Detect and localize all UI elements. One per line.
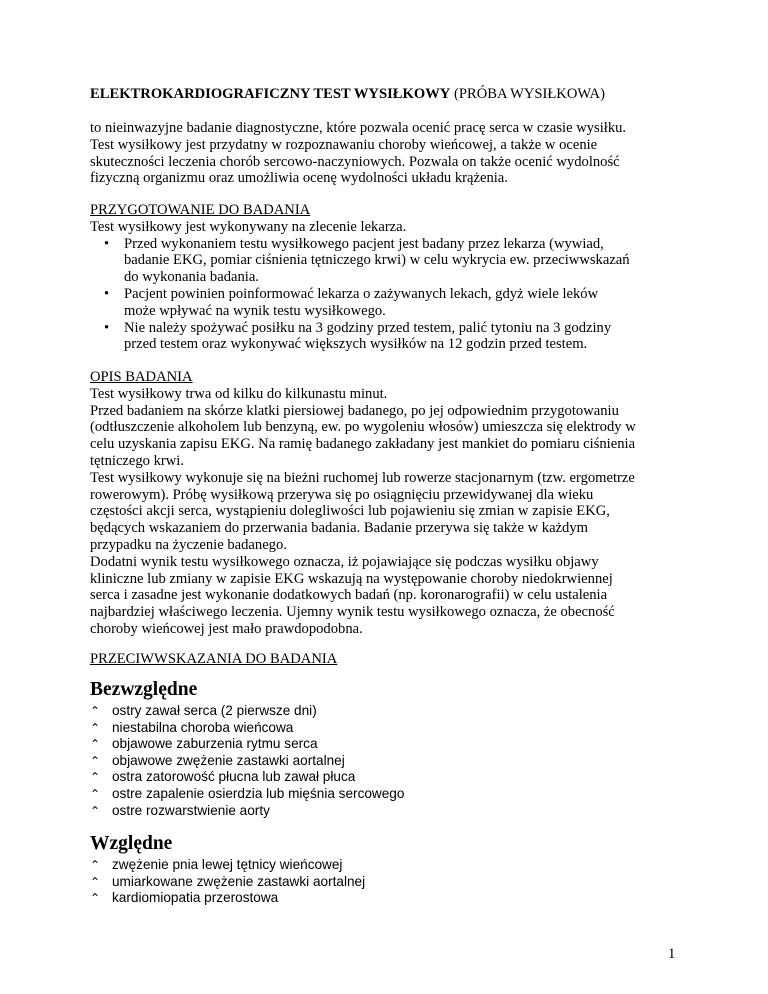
list-item: [90, 753, 404, 770]
intro-line: to nieinwazyjne badanie diagnostyczne, które pozwala ocenić pracę serca w czasie wysiłku.: [90, 120, 627, 136]
list-item: [90, 286, 690, 320]
section-description: [90, 369, 690, 638]
description-line: częstości akcji serca, wystąpieniu dolegliwości lub pojawieniu się zmian w zapisie EKG,: [90, 503, 610, 520]
subheading-absolute: Bezwzględne: [90, 679, 198, 700]
list-item: [90, 874, 365, 891]
title-rest: (PRÓBA WYSIŁKOWA): [450, 86, 605, 102]
document-title: [90, 86, 605, 103]
list-item-text: ostre rozwarstwienie aorty: [112, 802, 270, 818]
list-item-line: Przed wykonaniem testu wysiłkowego pacjent jest badany przez lekarza (wywiad,: [124, 235, 604, 252]
preparation-lead: Test wysiłkowy jest wykonywany na zlecenie lekarza.: [90, 218, 407, 235]
arrow-up-icon: ⌃: [90, 786, 101, 801]
description-line: przypadku na życzenie badanego.: [90, 536, 287, 553]
list-item: [90, 890, 365, 907]
list-item-line: badanie EKG, pomiar ciśnienia tętniczego krwi) w celu wykrycia ew. przeciwwskazań: [124, 252, 630, 269]
description-line: będących wskazaniem do przerwania badania. Badanie przerywa się także w każdym: [90, 520, 588, 537]
arrow-up-icon: ⌃: [90, 753, 101, 768]
list-item-line: przed testem oraz wykonywać większych wysiłków na 12 godzin przed testem.: [124, 336, 588, 353]
list-item-text: ostry zawał serca (2 pierwsze dni): [112, 703, 317, 718]
description-line: najbardziej właściwego leczenia. Ujemny wynik testu wysiłkowego oznacza, że obecność: [90, 604, 615, 621]
list-item: [90, 236, 690, 286]
description-line: rowerowym). Próbę wysiłkową przerywa się po osiągnięciu przewidywanej dla wieku: [90, 486, 594, 503]
list-item-text: ostra zatorowość płucna lub zawał płuca: [112, 769, 356, 785]
description-line: Dodatni wynik testu wysiłkowego oznacza, iż pojawiające się podczas wysiłku objawy: [90, 553, 599, 570]
page-number: 1: [668, 946, 676, 962]
list-item: [90, 703, 404, 720]
bullet-icon: •: [104, 319, 110, 336]
title-bold: ELEKTROKARDIOGRAFICZNY TEST WYSIŁKOWY: [90, 86, 451, 102]
arrow-up-icon: ⌃: [90, 858, 101, 872]
bullet-icon: •: [104, 235, 110, 252]
section-preparation: [90, 202, 690, 353]
description-line: tętniczego krwi.: [90, 452, 185, 469]
list-item: [90, 786, 404, 803]
list-item: [90, 857, 365, 874]
list-item-line: Nie należy spożywać posiłku na 3 godziny przed testem, palić tytoniu na 3 godziny: [124, 319, 612, 336]
intro-line: skuteczności leczenia chorób sercowo-naczyniowych. Pozwala on także ocenić wydolność: [90, 153, 620, 170]
description-line: serca i zasadne jest wykonanie dodatkowych badań (np. koronarografii) w celu ustalenia: [90, 587, 608, 604]
list-item-line: do wykonania badania.: [124, 269, 259, 286]
description-line: Test wysiłkowy wykonuje się na bieżni ruchomej lub rowerze stacjonarnym (tzw. ergometrze: [90, 469, 635, 486]
section-heading-description: OPIS BADANIA: [90, 369, 193, 385]
description-line: Przed badaniem na skórze klatki piersiowej badanego, po jej odpowiednim przygotowaniu: [90, 402, 619, 419]
description-line: kliniczne lub zmiany w zapisie EKG wskazują na występowanie choroby niedokrwiennej: [90, 570, 613, 587]
description-line: celu uzyskania zapisu EKG. Na ramię badanego zakładany jest mankiet do pomiaru ciśnienia: [90, 436, 636, 453]
intro-paragraph: [90, 120, 690, 187]
arrow-up-icon: ⌃: [90, 770, 101, 785]
bullet-icon: •: [104, 285, 110, 302]
arrow-up-icon: ⌃: [90, 737, 101, 752]
section-contraindications: [90, 651, 690, 668]
preparation-list: [90, 236, 690, 354]
absolute-contraindications-list: [90, 703, 404, 819]
subheading-relative: Względne: [90, 833, 173, 854]
intro-line: fizyczną organizmu oraz umożliwia ocenę wydolności układu krążenia.: [90, 170, 508, 187]
section-heading-contraindications: PRZECIWWSKAZANIA DO BADANIA: [90, 651, 338, 667]
list-item: [90, 720, 404, 737]
list-item-text: kardiomiopatia przerostowa: [112, 890, 279, 906]
section-heading-preparation: PRZYGOTOWANIE DO BADANIA: [90, 202, 311, 218]
list-item-line: może wpływać na wynik testu wysiłkowego.: [124, 302, 386, 319]
list-item-text: objawowe zaburzenia rytmu serca: [112, 736, 318, 752]
arrow-up-icon: ⌃: [90, 704, 101, 718]
description-line: (odtłuszczenie alkoholem lub benzyną, ew. po wygoleniu włosów) umieszcza się elektrody w: [90, 419, 636, 436]
list-item-text: niestabilna choroba wieńcowa: [112, 719, 294, 735]
list-item: [90, 736, 404, 753]
intro-line: Test wysiłkowy jest przydatny w rozpoznawaniu choroby wieńcowej, a także w ocenie: [90, 136, 598, 153]
description-line: choroby wieńcowej jest mało prawdopodobna.: [90, 620, 363, 637]
arrow-up-icon: ⌃: [90, 891, 101, 906]
list-item-text: zwężenie pnia lewej tętnicy wieńcowej: [112, 857, 343, 872]
list-item: [90, 803, 404, 820]
description-line: Test wysiłkowy trwa od kilku do kilkunastu minut.: [90, 385, 388, 402]
list-item: [90, 769, 404, 786]
list-item: [90, 320, 690, 354]
arrow-up-icon: ⌃: [90, 874, 101, 889]
list-item-text: ostre zapalenie osierdzia lub mięśnia sercowego: [112, 785, 405, 801]
list-item-text: objawowe zwężenie zastawki aortalnej: [112, 752, 345, 768]
arrow-up-icon: ⌃: [90, 803, 101, 818]
list-item-line: Pacjent powinien poinformować lekarza o zażywanych lekach, gdyż wiele leków: [124, 285, 599, 302]
arrow-up-icon: ⌃: [90, 720, 101, 735]
relative-contraindications-list: [90, 857, 365, 907]
list-item-text: umiarkowane zwężenie zastawki aortalnej: [112, 873, 366, 889]
